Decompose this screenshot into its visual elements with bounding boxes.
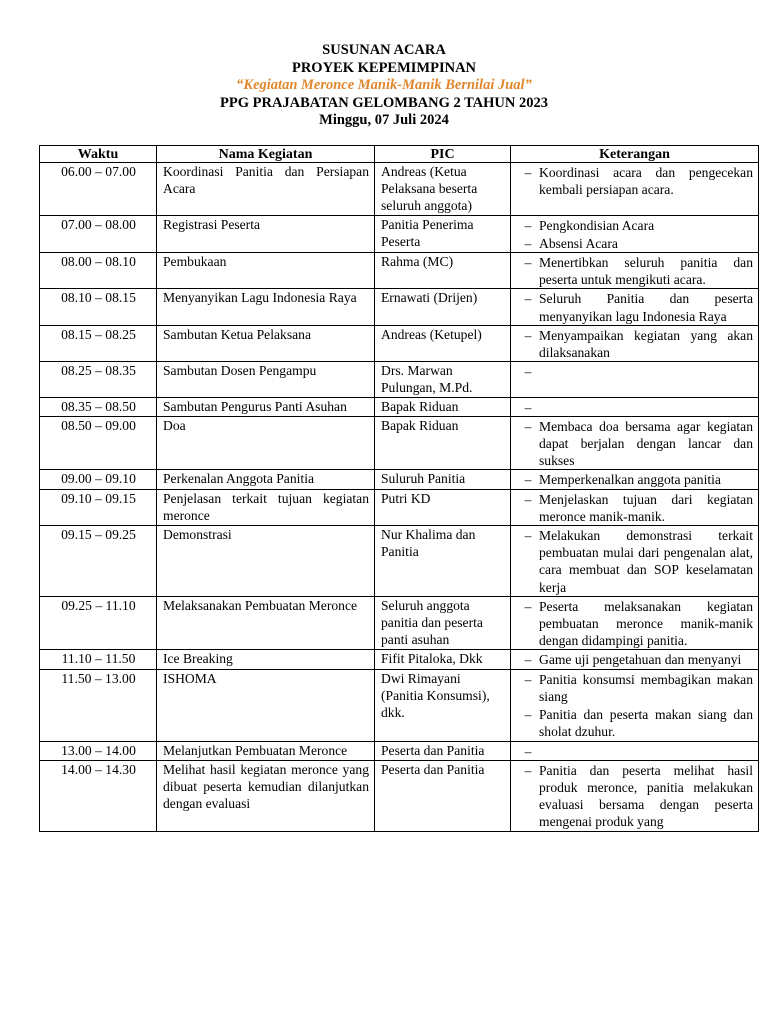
note-item [517, 235, 753, 252]
note-item [517, 471, 753, 488]
cell-activity-name: Perkenalan Anggota Panitia [157, 470, 375, 489]
cell-time: 11.50 – 13.00 [40, 669, 157, 741]
cell-time: 08.10 – 08.15 [40, 289, 157, 325]
cell-pic: Putri KD [375, 489, 511, 525]
cell-notes [511, 416, 759, 470]
cell-time: 13.00 – 14.00 [40, 741, 157, 760]
cell-notes [511, 163, 759, 216]
cell-notes [511, 215, 759, 252]
cell-time: 11.10 – 11.50 [40, 650, 157, 669]
column-header-name: Nama Kegiatan [157, 146, 375, 163]
note-text: Peserta melaksanakan kegiatan pembuatan meronce manik-manik dengan didampingi panitia. [539, 598, 753, 649]
note-item [517, 671, 753, 705]
cell-activity-name: ISHOMA [157, 669, 375, 741]
dash-bullet-icon: – [524, 707, 532, 723]
cell-notes [511, 289, 759, 325]
table-row [40, 470, 759, 489]
table-row [40, 741, 759, 760]
dash-bullet-icon: – [524, 528, 532, 544]
cell-pic: Dwi Rimayani (Panitia Konsumsi), dkk. [375, 669, 511, 741]
cell-time: 14.00 – 14.30 [40, 760, 157, 831]
note-item [517, 491, 753, 525]
note-text: Melakukan demonstrasi terkait pembuatan mulai dari pengenalan alat, cara membuat dan SOP keselamatan kerja [539, 528, 753, 595]
dash-bullet-icon: – [524, 364, 532, 380]
cell-activity-name: Pembukaan [157, 253, 375, 289]
table-header-row [40, 146, 759, 163]
note-text: Menyampaikan kegiatan yang akan dilaksanakan [539, 327, 753, 361]
cell-pic: Fifit Pitaloka, Dkk [375, 650, 511, 669]
cell-pic: Nur Khalima dan Panitia [375, 526, 511, 597]
cell-notes [511, 397, 759, 416]
note-item [517, 399, 753, 416]
table-row [40, 163, 759, 216]
table-row [40, 289, 759, 325]
doc-project: PROYEK KEPEMIMPINAN [291, 59, 477, 76]
note-text: Memperkenalkan anggota panitia [539, 472, 721, 488]
cell-time: 08.00 – 08.10 [40, 253, 157, 289]
table-row [40, 760, 759, 831]
note-item [517, 743, 753, 760]
cell-time: 09.15 – 09.25 [40, 526, 157, 597]
table-row [40, 526, 759, 597]
cell-pic: Ernawati (Drijen) [375, 289, 511, 325]
cell-activity-name: Sambutan Pengurus Panti Asuhan [157, 397, 375, 416]
note-text: Koordinasi acara dan pengecekan kembali persiapan acara. [539, 165, 753, 198]
note-text: Game uji pengetahuan dan menyanyi [539, 652, 742, 668]
dash-bullet-icon: – [524, 671, 532, 687]
dash-bullet-icon: – [524, 327, 532, 343]
cell-activity-name: Menyanyikan Lagu Indonesia Raya [157, 289, 375, 325]
doc-program: PPG PRAJABATAN GELOMBANG 2 TAHUN 2023 [220, 94, 548, 111]
cell-notes [511, 470, 759, 489]
dash-bullet-icon: – [524, 491, 532, 507]
cell-activity-name: Penjelasan terkait tujuan kegiatan meronce [157, 489, 375, 525]
dash-bullet-icon: – [524, 255, 532, 271]
cell-notes [511, 760, 759, 831]
cell-activity-name: Melaksanakan Pembuatan Meronce [157, 596, 375, 650]
note-item [517, 706, 753, 740]
cell-notes [511, 741, 759, 760]
dash-bullet-icon: – [524, 399, 532, 415]
dash-bullet-icon: – [524, 418, 532, 434]
note-text: Pengkondisian Acara [539, 217, 655, 233]
dash-bullet-icon: – [524, 165, 532, 180]
note-text: Panitia konsumsi membagikan makan siang [539, 671, 753, 704]
schedule-table [39, 145, 759, 832]
column-header-notes: Keterangan [511, 146, 759, 163]
cell-time: 08.50 – 09.00 [40, 416, 157, 470]
note-text: Membaca doa bersama agar kegiatan dapat berjalan dengan lancar dan sukses [539, 418, 753, 469]
cell-activity-name: Sambutan Dosen Pengampu [157, 362, 375, 397]
dash-bullet-icon: – [524, 743, 532, 759]
cell-time: 09.00 – 09.10 [40, 470, 157, 489]
cell-pic: Andreas (Ketua Pelaksana beserta seluruh anggota) [375, 163, 511, 216]
cell-activity-name: Doa [157, 416, 375, 470]
cell-activity-name: Melanjutkan Pembuatan Meronce [157, 741, 375, 760]
table-row [40, 325, 759, 361]
note-text: Menertibkan seluruh panitia dan peserta untuk mengikuti acara. [539, 255, 753, 288]
cell-pic: Drs. Marwan Pulungan, M.Pd. [375, 362, 511, 397]
table-row [40, 253, 759, 289]
note-item [517, 363, 753, 380]
cell-activity-name: Ice Breaking [157, 650, 375, 669]
cell-pic: Suluruh Panitia [375, 470, 511, 489]
dash-bullet-icon: – [524, 762, 532, 778]
cell-time: 09.10 – 09.15 [40, 489, 157, 525]
cell-pic: Rahma (MC) [375, 253, 511, 289]
cell-pic: Seluruh anggota panitia dan peserta panti asuhan [375, 596, 511, 650]
cell-time: 08.15 – 08.25 [40, 325, 157, 361]
cell-pic: Peserta dan Panitia [375, 741, 511, 760]
note-text: Panitia dan peserta makan siang dan sholat dzuhur. [539, 707, 753, 740]
doc-title: SUSUNAN ACARA [322, 42, 446, 58]
cell-time: 06.00 – 07.00 [40, 163, 157, 216]
note-text: Panitia dan peserta melihat hasil produk meronce, panitia melakukan evaluasi bersama dengan peserta mengenai produk yang [539, 762, 753, 830]
table-row [40, 416, 759, 470]
cell-pic: Bapak Riduan [375, 416, 511, 470]
dash-bullet-icon: – [524, 217, 532, 233]
note-item [517, 327, 753, 361]
column-header-pic: PIC [375, 146, 511, 163]
note-text: Seluruh Panitia dan peserta menyanyikan lagu Indonesia Raya [539, 291, 753, 324]
cell-pic: Bapak Riduan [375, 397, 511, 416]
note-item [517, 762, 753, 831]
note-item [517, 254, 753, 288]
dash-bullet-icon: – [524, 598, 532, 614]
cell-notes [511, 526, 759, 597]
cell-notes [511, 650, 759, 669]
cell-time: 08.25 – 08.35 [40, 362, 157, 397]
note-text: Menjelaskan tujuan dari kegiatan meronce manik-manik. [539, 491, 753, 524]
table-row [40, 362, 759, 397]
cell-notes [511, 253, 759, 289]
cell-notes [511, 362, 759, 397]
cell-pic: Panitia Penerima Peserta [375, 215, 511, 252]
dash-bullet-icon: – [524, 291, 532, 307]
table-row [40, 669, 759, 741]
cell-time: 07.00 – 08.00 [40, 215, 157, 252]
cell-pic: Peserta dan Panitia [375, 760, 511, 831]
schedule-body [40, 163, 759, 832]
note-item [517, 290, 753, 324]
doc-date: Minggu, 07 Juli 2024 [319, 112, 449, 128]
cell-activity-name: Koordinasi Panitia dan Persiapan Acara [157, 163, 375, 216]
note-item [517, 418, 753, 470]
table-row [40, 215, 759, 252]
cell-time: 09.25 – 11.10 [40, 596, 157, 650]
cell-activity-name: Melihat hasil kegiatan meronce yang dibuat peserta kemudian dilanjutkan dengan evaluasi [157, 760, 375, 831]
cell-time: 08.35 – 08.50 [40, 397, 157, 416]
cell-notes [511, 596, 759, 650]
column-header-time: Waktu [40, 146, 157, 163]
note-text: Absensi Acara [539, 235, 618, 251]
cell-notes [511, 489, 759, 525]
note-item [517, 217, 753, 234]
table-row [40, 596, 759, 650]
cell-notes [511, 669, 759, 741]
doc-subtitle: “Kegiatan Meronce Manik-Manik Bernilai Jual” [236, 77, 532, 93]
note-item [517, 164, 753, 198]
note-item [517, 598, 753, 650]
table-row [40, 397, 759, 416]
cell-notes [511, 325, 759, 361]
note-item [517, 651, 753, 668]
cell-activity-name: Demonstrasi [157, 526, 375, 597]
document-header [0, 42, 768, 130]
cell-activity-name: Sambutan Ketua Pelaksana [157, 325, 375, 361]
cell-activity-name: Registrasi Peserta [157, 215, 375, 252]
table-row [40, 650, 759, 669]
dash-bullet-icon: – [524, 235, 532, 251]
note-item [517, 527, 753, 596]
dash-bullet-icon: – [524, 472, 532, 488]
dash-bullet-icon: – [524, 652, 532, 668]
cell-pic: Andreas (Ketupel) [375, 325, 511, 361]
table-row [40, 489, 759, 525]
